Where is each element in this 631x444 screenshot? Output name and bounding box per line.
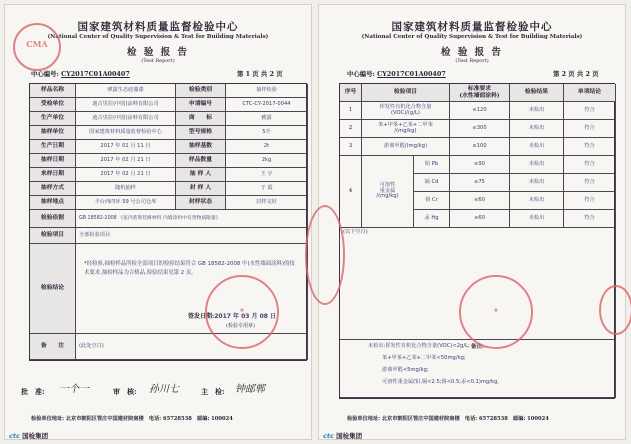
row2-req: ≤300 <box>450 120 510 138</box>
review-label: 审 核: <box>113 387 137 396</box>
metal-cr-req: ≤60 <box>450 192 510 210</box>
row1-item: 挥发性有机化合物含量 (VOC)/(g/L) <box>362 102 450 120</box>
col-header-conclusion: 单项结论 <box>564 84 616 102</box>
metal-cd-conclusion: 符合 <box>564 174 616 192</box>
review-signature: 孙川七 <box>149 384 179 395</box>
sample-amount-value: 2kg <box>226 154 308 168</box>
sampler-label: 抽样单位 <box>30 126 76 140</box>
spec-label: 型号规格 <box>176 126 226 140</box>
row2-conclusion: 符合 <box>564 120 616 138</box>
sealer-value: 于 霞 <box>226 182 308 196</box>
remarks-label: 备 注 <box>30 334 76 360</box>
client-value: 迪古里拉(中国)涂料有限公司 <box>76 98 176 112</box>
row3-no: 3 <box>340 138 362 156</box>
test-type-label: 检验类别 <box>176 84 226 98</box>
center-name: 国家建筑材料质量监督检验中心 <box>77 21 239 33</box>
metal-hg-req: ≤60 <box>450 210 510 228</box>
row4-no: 4 <box>340 156 362 228</box>
remarks-value: (此处空白) <box>76 334 308 360</box>
items-value: 全部检验项目 <box>76 228 308 244</box>
status-label: 封样状态 <box>176 196 226 210</box>
sample-name-label: 样品名称 <box>30 84 76 98</box>
row2-result: 未检出 <box>510 120 564 138</box>
report-page-1 <box>4 4 312 440</box>
basis-value: GB 18582-2008 《室内装饰装修材料 内墙涂料中有害物质限量》 <box>76 210 308 228</box>
results-table <box>339 83 615 399</box>
metal-cd: 镉 Cd <box>414 174 450 192</box>
blank-note: (以下空白) <box>340 228 616 340</box>
metal-pb-result: 未检出 <box>510 156 564 174</box>
prod-date-value: 2017 年 01 月 11 日 <box>76 140 176 154</box>
col-header-no: 序号 <box>340 84 362 102</box>
metal-cd-result: 未检出 <box>510 174 564 192</box>
place-label: 抽样地点 <box>30 196 76 210</box>
center-no: 中心编号: CY2017C01A00407 <box>31 70 130 78</box>
sampler-value: 国家建筑材料质量监督检验中心 <box>76 126 176 140</box>
notes-cell <box>340 340 616 398</box>
metal-cr-result: 未检出 <box>510 192 564 210</box>
place-value: 丰台西四环 59 号公司仓库 <box>76 196 176 210</box>
row1-conclusion: 符合 <box>564 102 616 120</box>
conclusion-label: 检验结论 <box>30 244 76 334</box>
method-value: 随机抽样 <box>76 182 176 196</box>
footer-logo: ctc 国检集团 <box>323 432 363 440</box>
report-title-en: (Test Report) <box>455 58 489 64</box>
status-value: 封样完好 <box>226 196 308 210</box>
sample-date-value: 2017 年 02 月 21 日 <box>76 154 176 168</box>
metal-hg-conclusion: 符合 <box>564 210 616 228</box>
col-header-req: 标准要求 (水性墙面涂料) <box>450 84 510 102</box>
note-line-3: 游离甲醛<5mg/kg; <box>382 367 429 373</box>
producer-value: 迪古里拉(中国)涂料有限公司 <box>76 112 176 126</box>
row3-item: 游离甲醛/(mg/kg) <box>362 138 450 156</box>
client-label: 受检单位 <box>30 98 76 112</box>
metal-cr: 铬 Cr <box>414 192 450 210</box>
sealer-label: 封 样 人 <box>176 182 226 196</box>
center-name: 国家建筑材料质量监督检验中心 <box>391 21 553 33</box>
seam-seal-stamp <box>305 205 345 305</box>
approve-label: 批 准: <box>21 387 45 396</box>
report-title: 检 验 报 告 <box>127 47 189 58</box>
report-title: 检 验 报 告 <box>441 47 503 58</box>
request-no-value: CTC-CY-2017-0044 <box>226 98 308 112</box>
metal-hg-result: 未检出 <box>510 210 564 228</box>
arrival-date-value: 2017 年 02 月 21 日 <box>76 168 176 182</box>
row4-metals-label: 可溶性 重金属 /(mg/kg) <box>362 156 414 228</box>
conclusion-text: *经检验,抽检样品所检全部项目的检验结果符合 GB 18582-2008 中(水性墙面涂料)的技术要求,抽检样品为合格品,检验结果见第 2 页。 <box>84 261 295 276</box>
spec-value: 5升 <box>226 126 308 140</box>
issue-date: 签发日期:2017 年 03 月 08 日 <box>188 313 277 320</box>
inspection-seal-stamp: ★ <box>459 275 533 349</box>
row3-req: ≤100 <box>450 138 510 156</box>
note-line-4: 可溶性重金属(铅,镉<2.5;铬<0.5;汞<0.1)mg/kg。 <box>382 379 503 385</box>
sampler-person-label: 抽 样 人 <box>176 168 226 182</box>
method-label: 抽样方式 <box>30 182 76 196</box>
page-number: 第 1 页 共 2 页 <box>237 70 283 78</box>
prepare-label: 主 检: <box>201 387 225 396</box>
metal-hg: 汞 Hg <box>414 210 450 228</box>
issue-note: (检验专用章) <box>226 323 255 329</box>
edge-seal-stamp <box>599 285 631 335</box>
sample-amount-label: 样品数量 <box>176 154 226 168</box>
inspection-seal-stamp: ★ <box>205 275 279 349</box>
arrival-date-label: 来样日期 <box>30 168 76 182</box>
center-name-en: (National Center of Quality Supervision & Test for Building Materials) <box>47 34 269 40</box>
notes-label: 备注: <box>470 344 485 350</box>
row1-result: 未检出 <box>510 102 564 120</box>
request-no-label: 申请编号 <box>176 98 226 112</box>
row3-result: 未检出 <box>510 138 564 156</box>
row1-req: ≤120 <box>450 102 510 120</box>
footer-logo: ctc 国检集团 <box>9 432 49 440</box>
row2-item: 苯+甲苯+乙苯+二甲苯 /(mg/kg) <box>362 120 450 138</box>
sample-qty-value: 2t <box>226 140 308 154</box>
col-header-item: 检验项目 <box>362 84 450 102</box>
page-number: 第 2 页 共 2 页 <box>553 70 599 78</box>
prod-date-label: 生产日期 <box>30 140 76 154</box>
approve-signature: 一个一 <box>59 384 89 395</box>
items-label: 检验项目 <box>30 228 76 244</box>
metal-cd-req: ≤75 <box>450 174 510 192</box>
footer-address: 检验单位地址: 北京市朝阳区管庄中国建材院南楼 电话: 65728538 邮编: 100024 <box>347 416 549 422</box>
center-name-en: (National Center of Quality Supervision & Test for Building Materials) <box>361 34 583 40</box>
prepare-signature: 钟邮郸 <box>235 384 265 395</box>
note-line-2: 苯+甲苯+乙苯+二甲苯<50mg/kg; <box>382 355 466 361</box>
col-header-result: 检验结果 <box>510 84 564 102</box>
producer-label: 生产单位 <box>30 112 76 126</box>
metal-pb-req: ≤90 <box>450 156 510 174</box>
row2-no: 2 <box>340 120 362 138</box>
report-page-2 <box>318 4 626 440</box>
sample-name-value: 弹露生态硅藻漆 <box>76 84 176 98</box>
metal-pb-conclusion: 符合 <box>564 156 616 174</box>
brand-label: 商 标 <box>176 112 226 126</box>
note-line-1: 未检出:挥发性有机化合物含量(VOC)<2g/L; <box>368 343 470 349</box>
sample-qty-label: 抽样基数 <box>176 140 226 154</box>
report-title-en: (Test Report) <box>141 58 175 64</box>
metal-pb: 铅 Pb <box>414 156 450 174</box>
cma-stamp: CMA <box>13 23 61 71</box>
row3-conclusion: 符合 <box>564 138 616 156</box>
row1-no: 1 <box>340 102 362 120</box>
sampler-person-value: 王 宇 <box>226 168 308 182</box>
test-type-value: 抽样检验 <box>226 84 308 98</box>
sample-date-label: 抽样日期 <box>30 154 76 168</box>
center-no: 中心编号: CY2017C01A00407 <box>347 70 446 78</box>
footer-address: 检验单位地址: 北京市朝阳区管庄中国建材院南楼 电话: 65728538 邮编: 100024 <box>31 416 233 422</box>
basis-label: 检验依据 <box>30 210 76 228</box>
brand-value: 雅露 <box>226 112 308 126</box>
metal-cr-conclusion: 符合 <box>564 192 616 210</box>
